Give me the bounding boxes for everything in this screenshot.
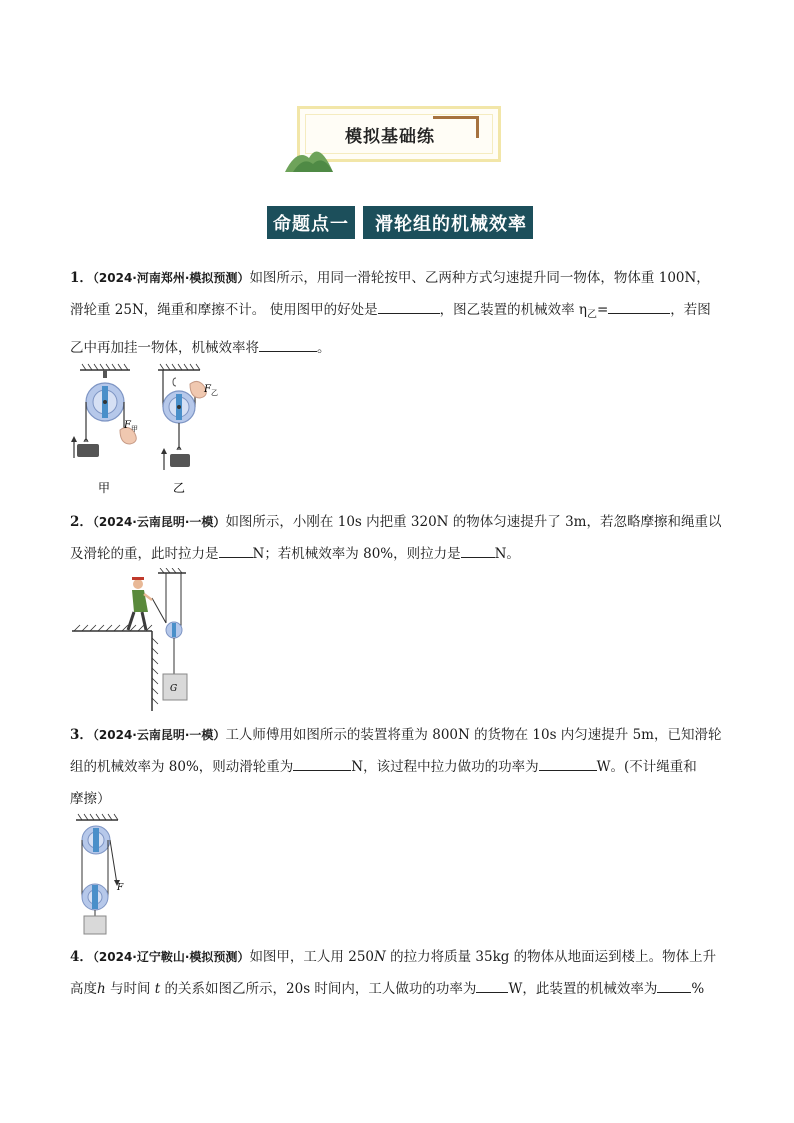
question-1-line-1: 1．（2024·河南郑州·模拟预测）如图所示，用同一滑轮按甲、乙两种方式匀速提升同一物体，物体重 100N， bbox=[70, 270, 710, 286]
movable-pulley-icon bbox=[82, 884, 108, 910]
svg-text:F: F bbox=[124, 420, 131, 431]
svg-text:G: G bbox=[170, 684, 178, 694]
question-4 bbox=[70, 941, 730, 1005]
pulley-figure-3 bbox=[70, 812, 140, 937]
section-banner bbox=[283, 104, 508, 170]
svg-text:F: F bbox=[204, 384, 211, 395]
question-number: 4． bbox=[70, 949, 93, 965]
movable-pulley-icon bbox=[166, 622, 182, 638]
pulley-figure-1 bbox=[70, 362, 230, 497]
svg-text:F: F bbox=[117, 883, 124, 893]
fixed-pulley-icon bbox=[86, 383, 124, 421]
question-number: 1． bbox=[70, 270, 93, 286]
svg-text:甲: 甲 bbox=[131, 425, 138, 433]
question-source: （2024·辽宁鞍山·模拟预测） bbox=[92, 950, 250, 964]
section-heading bbox=[267, 206, 533, 239]
answer-blank[interactable] bbox=[378, 299, 440, 314]
movable-pulley-icon bbox=[163, 391, 195, 423]
pulley-figure-2 bbox=[70, 568, 205, 713]
question-4-line-1: 4．（2024·辽宁鞍山·模拟预测）如图甲，工人用 250N 的拉力将质量 35kg 的物体从地面运到楼上。物体上升 bbox=[70, 949, 717, 965]
answer-blank[interactable] bbox=[539, 756, 597, 771]
banner-decoration-vertical bbox=[476, 116, 479, 138]
question-source: （2024·云南昆明·一模） bbox=[92, 515, 226, 529]
ceiling-hatch bbox=[80, 364, 130, 370]
answer-blank[interactable] bbox=[259, 337, 317, 352]
fixed-pulley-icon bbox=[82, 826, 110, 854]
question-number: 2． bbox=[70, 514, 93, 530]
answer-blank[interactable] bbox=[476, 978, 508, 993]
svg-text:乙: 乙 bbox=[211, 389, 218, 397]
question-number: 3． bbox=[70, 727, 93, 743]
question-2-line-2: 及滑轮的重，此时拉力是 N；若机械效率为 80%，则拉力是 N。 bbox=[70, 538, 730, 570]
question-1-line-3: 乙中再加挂一物体，机械效率将 。 bbox=[70, 332, 730, 364]
question-2-line-1: 2．（2024·云南昆明·一模）如图所示，小刚在 10s 内把重 320N 的物体匀速提升了 3m，若忽略摩擦和绳重以 bbox=[70, 514, 722, 530]
figure-label-a: 甲 bbox=[98, 481, 111, 495]
answer-blank[interactable] bbox=[219, 543, 253, 558]
question-3-line-1: 3．（2024·云南昆明·一模）工人师傅用如图所示的装置将重为 800N 的货物在 10s 内匀速提升 5m，已知滑轮 bbox=[70, 727, 722, 743]
question-3-line-2: 组的机械效率为 80%，则动滑轮重为 N，该过程中拉力做功的功率为 W。(不计绳重和 bbox=[70, 751, 730, 783]
question-source: （2024·云南昆明·一模） bbox=[92, 728, 226, 742]
question-2 bbox=[70, 506, 730, 570]
weight-block bbox=[77, 444, 99, 457]
worker-icon bbox=[128, 577, 152, 630]
section-label: 命题点一 bbox=[267, 206, 355, 239]
section-topic: 滑轮组的机械效率 bbox=[363, 206, 533, 239]
ceiling-hatch bbox=[158, 364, 200, 370]
question-1-line-2: 滑轮重 25N，绳重和摩擦不计。 使用图甲的好处是 ，图乙装置的机械效率 $\eta_乙=$ ，若图 bbox=[70, 294, 730, 332]
weight-block bbox=[84, 916, 106, 934]
weight-block bbox=[170, 454, 190, 467]
question-3 bbox=[70, 719, 730, 815]
question-3-line-3: 摩擦） bbox=[70, 791, 111, 807]
banner-title: 模拟基础练 bbox=[345, 127, 435, 147]
answer-blank[interactable] bbox=[461, 543, 495, 558]
question-source: （2024·河南郑州·模拟预测） bbox=[92, 271, 250, 285]
answer-blank[interactable] bbox=[608, 299, 670, 314]
banner-decoration bbox=[433, 116, 479, 119]
answer-blank[interactable] bbox=[657, 978, 691, 993]
question-4-line-2: 高度h 与时间 t 的关系如图乙所示，20s 时间内，工人做功的功率为 W，此装置的机械效率为 % bbox=[70, 973, 730, 1005]
answer-blank[interactable] bbox=[293, 756, 351, 771]
question-1 bbox=[70, 262, 730, 364]
figure-label-b: 乙 bbox=[173, 481, 186, 495]
mountain-icon bbox=[283, 134, 343, 174]
